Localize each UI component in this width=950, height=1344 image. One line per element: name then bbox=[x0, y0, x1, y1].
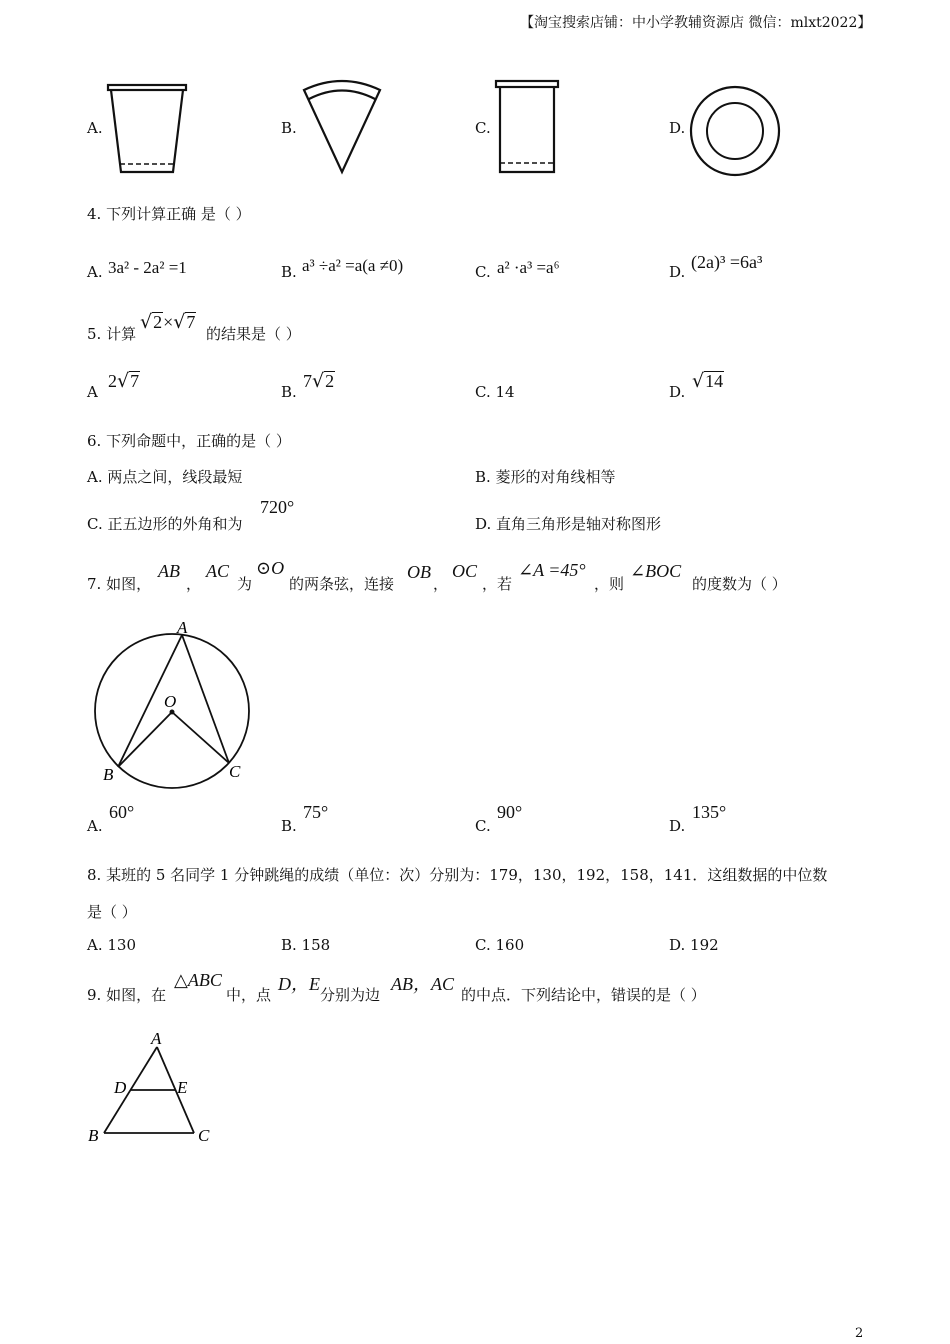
q5-a-coef: 2 bbox=[108, 371, 117, 391]
q9-fig-label-b: B bbox=[88, 1126, 99, 1145]
q6-option-c-value: 720° bbox=[260, 497, 295, 517]
q9-zhong: 中，点 bbox=[226, 986, 272, 1004]
q8-option-d: D. 192 bbox=[669, 936, 719, 954]
q7-fig-label-b: B bbox=[103, 765, 114, 784]
q5-stem-expression: √2×√7 bbox=[140, 311, 196, 333]
page-header: 【淘宝搜索店铺：中小学教辅资源店 微信：mlxt2022】 bbox=[520, 15, 872, 31]
q4-option-b-label: B. bbox=[281, 263, 297, 281]
q9-triangle-figure bbox=[82, 1025, 222, 1150]
q7-segment-ob: OB bbox=[407, 562, 431, 582]
q5-stem-prefix: 5. 计算 bbox=[87, 325, 137, 343]
q5-stem-suffix: 的结果是（ ） bbox=[206, 325, 301, 343]
q8-stem-line1: 8. 某班的 5 名同学 1 分钟跳绳的成绩（单位：次）分别为：179，130，192，158，141．这组数据的中位数 bbox=[87, 866, 828, 884]
q7-fig-label-o: O bbox=[164, 692, 177, 711]
q6-option-a: A. 两点之间，线段最短 bbox=[87, 468, 243, 486]
q4-option-b-expr: a³ ÷a² =a(a ≠0) bbox=[302, 256, 404, 275]
q7-angle-boc: ∠BOC bbox=[630, 561, 682, 581]
q3-sector-figure-b bbox=[300, 78, 390, 178]
q3-cylinder-figure-c bbox=[492, 78, 567, 178]
q9-fig-label-a: A bbox=[151, 1029, 162, 1048]
q7-stem-mid: 的两条弦，连接 bbox=[289, 575, 395, 593]
q8-option-c: C. 160 bbox=[475, 936, 525, 954]
q7-stem-start: 7. 如图， bbox=[87, 575, 152, 593]
q7-option-d-label: D. bbox=[669, 817, 686, 835]
q7-comma-2: ， bbox=[433, 575, 449, 593]
q7-chord-ab: AB bbox=[158, 561, 180, 581]
q9-stem-start: 9. 如图，在 bbox=[87, 986, 167, 1004]
q9-fig-label-d: D bbox=[114, 1078, 127, 1097]
q6-option-d: D. 直角三角形是轴对称图形 bbox=[475, 515, 662, 533]
q4-option-d-expr: (2a)³ =6a³ bbox=[691, 252, 763, 272]
q5-option-b-label: B. bbox=[281, 383, 297, 401]
q7-comma-1: ， bbox=[186, 575, 202, 593]
q4-option-a-expr: 3a² - 2a² =1 bbox=[108, 258, 187, 277]
q7-option-c-value: 90° bbox=[497, 802, 523, 822]
q3-cup-figure-a bbox=[100, 80, 200, 180]
q5-option-c: C. 14 bbox=[475, 383, 515, 401]
q7-option-a-value: 60° bbox=[109, 802, 135, 822]
q5-stem-radicand-b: 7 bbox=[186, 312, 196, 332]
q5-d-radicand: 14 bbox=[705, 371, 724, 391]
q8-option-a: A. 130 bbox=[87, 936, 136, 954]
q5-a-radicand: 7 bbox=[130, 371, 140, 391]
q4-option-a-label: A. bbox=[87, 263, 103, 281]
q7-segment-oc: OC bbox=[452, 561, 478, 581]
q5-option-d-label: D. bbox=[669, 383, 686, 401]
q7-option-c-label: C. bbox=[475, 817, 491, 835]
q9-sides-abac: AB，AC bbox=[391, 974, 454, 994]
q5-option-a-expr: 2√7 bbox=[108, 370, 140, 392]
q5-option-d-expr: √14 bbox=[692, 370, 724, 392]
q3-option-b-label: B. bbox=[281, 119, 297, 137]
q3-option-a-label: A. bbox=[87, 119, 103, 137]
q5-stem-times: × bbox=[163, 312, 174, 332]
q7-circle-o: ⊙O bbox=[256, 558, 285, 578]
q7-circle-figure bbox=[92, 615, 257, 795]
q9-points-de: D，E bbox=[278, 974, 320, 994]
q7-wei: 为 bbox=[237, 575, 253, 593]
q8-option-b: B. 158 bbox=[281, 936, 331, 954]
page-number: 2 bbox=[855, 1326, 864, 1341]
q7-option-b-label: B. bbox=[281, 817, 297, 835]
q7-option-a-label: A. bbox=[87, 817, 103, 835]
q5-b-coef: 7 bbox=[303, 371, 312, 391]
q6-option-c-text: C. 正五边形的外角和为 bbox=[87, 515, 243, 533]
q7-option-d-value: 135° bbox=[692, 802, 727, 822]
q4-option-c-expr: a² ·a³ =a⁶ bbox=[497, 258, 560, 277]
q6-option-b: B. 菱形的对角线相等 bbox=[475, 468, 616, 486]
q9-fig-label-e: E bbox=[177, 1078, 188, 1097]
q9-stem-end: 的中点．下列结论中，错误的是（ ） bbox=[461, 986, 706, 1004]
q3-ring-figure-d bbox=[688, 84, 784, 180]
q7-ruo: ，若 bbox=[482, 575, 513, 593]
q7-fig-label-c: C bbox=[229, 762, 241, 781]
q3-option-d-label: D. bbox=[669, 119, 686, 137]
q5-b-radicand: 2 bbox=[325, 371, 335, 391]
q4-stem: 4. 下列计算正确 是（ ） bbox=[87, 205, 251, 223]
q5-option-b-expr: 7√2 bbox=[303, 370, 335, 392]
q7-chord-ac: AC bbox=[206, 561, 230, 581]
q3-option-c-label: C. bbox=[475, 119, 491, 137]
q7-angle-a: ∠A =45° bbox=[518, 560, 586, 580]
q7-ze: ，则 bbox=[594, 575, 625, 593]
q9-fenbie: 分别为边 bbox=[320, 986, 381, 1004]
q7-stem-end: 的度数为（ ） bbox=[692, 575, 787, 593]
q9-triangle-abc: △ABC bbox=[174, 970, 222, 990]
q4-option-d-label: D. bbox=[669, 263, 686, 281]
q8-stem-line2: 是（ ） bbox=[87, 903, 137, 921]
q7-fig-label-a: A bbox=[177, 618, 188, 637]
q9-fig-label-c: C bbox=[198, 1126, 210, 1145]
q4-option-c-label: C. bbox=[475, 263, 491, 281]
q6-stem: 6. 下列命题中，正确的是（ ） bbox=[87, 432, 291, 450]
q5-stem-radicand-a: 2 bbox=[153, 312, 163, 332]
q5-option-a-label: A bbox=[87, 383, 98, 401]
q7-option-b-value: 75° bbox=[303, 802, 329, 822]
